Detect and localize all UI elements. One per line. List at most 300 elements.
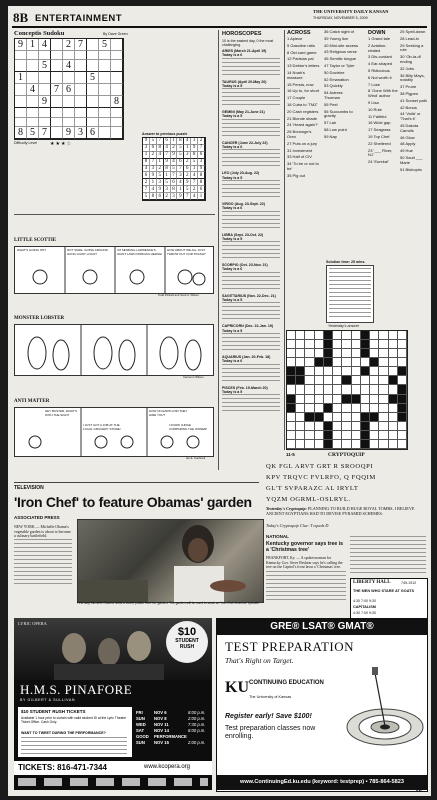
sudoku-cell bbox=[27, 60, 39, 72]
crossword-cell bbox=[324, 395, 333, 404]
liberty-hall-ad[interactable] bbox=[350, 578, 428, 620]
answer-cell: 5 bbox=[157, 172, 164, 179]
crossword-cell bbox=[370, 422, 379, 431]
crossword-cell bbox=[342, 358, 351, 367]
sudoku-cell: 4 bbox=[39, 39, 51, 51]
crossword-cell bbox=[296, 349, 305, 358]
performance-dates bbox=[136, 710, 210, 746]
crossword-cell bbox=[342, 440, 351, 449]
answer-cell: 1 bbox=[157, 159, 164, 166]
film-times: 4:30 7:00 9:30 bbox=[353, 599, 376, 603]
answer-cell: 3 bbox=[164, 186, 171, 193]
crossword-cell bbox=[352, 440, 361, 449]
answer-cell: 9 bbox=[198, 166, 205, 173]
answer-cell: 7 bbox=[171, 172, 178, 179]
sponsor-logos bbox=[18, 778, 208, 786]
crossword-cell bbox=[379, 367, 388, 376]
answer-cell: 2 bbox=[184, 172, 191, 179]
sudoku-cell bbox=[15, 118, 27, 127]
crossword-cell bbox=[305, 376, 314, 385]
crossword-cell bbox=[370, 395, 379, 404]
crossword-cell bbox=[315, 331, 324, 340]
crossword-cell bbox=[379, 395, 388, 404]
television-body bbox=[14, 539, 72, 587]
answer-cell: 4 bbox=[191, 172, 198, 179]
black-square bbox=[315, 358, 324, 367]
answer-cell: 9 bbox=[171, 152, 178, 159]
sudoku-cell bbox=[63, 51, 75, 60]
crossword-cell bbox=[398, 331, 407, 340]
answer-cell: 1 bbox=[177, 186, 184, 193]
sudoku-cell bbox=[75, 60, 87, 72]
comic-credit: Todd Pickrell and Scott A. Wilson bbox=[158, 293, 199, 297]
crossword-cell bbox=[352, 331, 361, 340]
badge-line-2: RUSH bbox=[179, 644, 195, 650]
crossword-cell bbox=[379, 413, 388, 422]
answer-cell: 7 bbox=[143, 186, 150, 193]
clue: 15 Persia, now bbox=[287, 81, 314, 87]
crossword-cell bbox=[389, 349, 398, 358]
sudoku-cell: 6 bbox=[87, 127, 99, 139]
yesterday-answer-label: Yesterday's answer bbox=[328, 324, 360, 328]
clue: 36 Catch sight of bbox=[324, 29, 355, 34]
clue: 26 Bononge's Oreo bbox=[287, 129, 312, 139]
clue: 38 Pigpen bbox=[400, 90, 419, 96]
cryptoquip-puzzle bbox=[266, 461, 426, 505]
cryptoquip-answer bbox=[266, 506, 426, 516]
answer-cell: 6 bbox=[150, 145, 157, 152]
clue: 14 Noah's measure bbox=[287, 69, 305, 80]
black-square bbox=[287, 404, 296, 413]
sudoku-cell bbox=[39, 118, 51, 127]
balloon: I JUST GOT A JOB AT THE LOCAL GROCERY STORE! bbox=[83, 423, 121, 431]
comic-credit: Cameron Wilson bbox=[183, 375, 204, 379]
answer-cell: 5 bbox=[177, 152, 184, 159]
perf-date: NOV 15 bbox=[154, 740, 169, 745]
horoscope-entry bbox=[222, 263, 282, 290]
pinafore-ad[interactable] bbox=[14, 618, 212, 790]
answer-cell: 8 bbox=[198, 179, 205, 186]
crossword-cell bbox=[296, 358, 305, 367]
crossword-cell bbox=[370, 349, 379, 358]
pinafore-title: H.M.S. PINAFORE bbox=[20, 682, 133, 697]
crossword-cell bbox=[305, 340, 314, 349]
balloon: NOT SURE. GOING AROUND. HUNG GIANT LOGO? bbox=[67, 248, 109, 256]
sudoku-cell bbox=[75, 84, 87, 96]
clue: 22 Sheltered bbox=[368, 140, 391, 146]
sudoku-cell bbox=[51, 118, 63, 127]
now-enrolling: Test preparation classes now enrolling. bbox=[225, 725, 316, 741]
clue: 20 Cash registers bbox=[287, 108, 319, 114]
answer-cell: 1 bbox=[143, 152, 150, 159]
crossword-cell bbox=[287, 422, 296, 431]
clue: 46 Glow bbox=[400, 134, 415, 140]
clue: 52 Emanation bbox=[324, 76, 349, 82]
sudoku-cell bbox=[51, 39, 63, 51]
answer-cell: 2 bbox=[191, 186, 198, 193]
crossword-cell bbox=[370, 404, 379, 413]
horoscope-rating: Today is a 5 bbox=[222, 298, 243, 303]
down-clues-cont bbox=[400, 30, 430, 174]
answer-cell: 2 bbox=[171, 145, 178, 152]
clue: 42 Bonus bbox=[400, 104, 417, 110]
black-square bbox=[361, 367, 370, 376]
sudoku-cell: 4 bbox=[27, 84, 39, 96]
crossword-cell bbox=[324, 385, 333, 394]
answer-grid-text bbox=[329, 268, 371, 320]
answer-cell: 3 bbox=[191, 138, 198, 145]
clue: 45 Semitic tongue bbox=[324, 56, 357, 62]
black-square bbox=[324, 331, 333, 340]
crossword-cell bbox=[379, 440, 388, 449]
answer-cell: 4 bbox=[177, 179, 184, 186]
crossword-cell bbox=[315, 367, 324, 376]
crossword-cell bbox=[389, 340, 398, 349]
cryptoquip-title: CRYPTOQUIP bbox=[328, 452, 365, 458]
answer-cell: 6 bbox=[143, 172, 150, 179]
perf-date: NOV 14 bbox=[154, 728, 169, 733]
opera-url[interactable]: www.kcopera.org bbox=[144, 764, 191, 770]
black-square bbox=[361, 331, 370, 340]
sudoku-cell: 1 bbox=[27, 39, 39, 51]
balloon: HOW ON EARTH DID THEY HIRE YOU? bbox=[149, 409, 188, 417]
answer-cell: 5 bbox=[143, 193, 150, 200]
answer-cell: 3 bbox=[198, 159, 205, 166]
national-lead: FRANKFORT, Ky. — A spokeswoman for Kentucky Gov. Steve Beshear says he's calling the tree on the Capitol's front lawn a 'Christmas' tree. bbox=[266, 556, 343, 569]
sudoku-cell bbox=[87, 51, 99, 60]
crossword-cell bbox=[352, 431, 361, 440]
balloon: I KNOW JUDGE COMPARING THE OWNER! bbox=[169, 423, 208, 431]
black-square bbox=[315, 413, 324, 422]
clue: 50 Sault ___ Marie bbox=[400, 154, 423, 165]
sudoku-cell bbox=[51, 108, 63, 117]
test-prep-tagline: That's Right on Target. bbox=[225, 656, 294, 665]
black-square bbox=[361, 340, 370, 349]
national-body bbox=[266, 571, 346, 601]
clue: 55 Peel bbox=[324, 101, 338, 107]
answer-cell: 4 bbox=[184, 138, 191, 145]
answer-cell: 6 bbox=[177, 159, 184, 166]
sudoku-cell: 6 bbox=[63, 84, 75, 96]
crossword-cell bbox=[342, 331, 351, 340]
photo-caption: First lady Michelle Obama holds a sweet potato from her garden. The garden will be used to stock an 'Iron Chef America' episode. bbox=[77, 601, 260, 605]
sudoku-cell bbox=[39, 51, 51, 60]
crossword-cell bbox=[352, 376, 361, 385]
sudoku-cell bbox=[99, 127, 111, 139]
black-square bbox=[361, 422, 370, 431]
crossword-cell bbox=[370, 331, 379, 340]
clue: 59 Nap bbox=[324, 133, 337, 139]
sudoku-cell bbox=[27, 51, 39, 60]
crossword-cell bbox=[333, 395, 342, 404]
clue: 12 Parisian pal bbox=[287, 56, 314, 62]
sudoku-cell bbox=[99, 51, 111, 60]
horoscope-sign: CANCER (June 22-July 22) bbox=[222, 140, 268, 145]
sudoku-cell: 7 bbox=[75, 39, 87, 51]
crossword-cell bbox=[333, 440, 342, 449]
sudoku-byline: By Dave Green bbox=[103, 32, 128, 36]
clue: 7 Lose bbox=[368, 81, 381, 87]
sudoku-cell bbox=[15, 51, 27, 60]
answer-cell: 7 bbox=[177, 166, 184, 173]
horoscope-text bbox=[222, 180, 280, 198]
sudoku-cell bbox=[39, 72, 51, 84]
answer-cell: 4 bbox=[143, 166, 150, 173]
sudoku-cell bbox=[111, 127, 123, 139]
test-prep-ad[interactable] bbox=[216, 618, 428, 792]
sudoku-cell bbox=[111, 108, 123, 117]
crossword-cell bbox=[287, 340, 296, 349]
crossword-cell bbox=[305, 440, 314, 449]
horoscope-text bbox=[222, 149, 280, 167]
answer-cell: 2 bbox=[150, 152, 157, 159]
clue: 58 Low point bbox=[324, 126, 347, 132]
sudoku-cell bbox=[75, 108, 87, 117]
liberty-hall-name: LIBERTY HALL bbox=[353, 580, 391, 585]
crossword-cell bbox=[342, 349, 351, 358]
answer-cell: 3 bbox=[171, 193, 178, 200]
crossword-cell bbox=[389, 431, 398, 440]
answer-cell: 5 bbox=[177, 145, 184, 152]
answer-cell: 7 bbox=[198, 145, 205, 152]
divider bbox=[14, 482, 259, 483]
crossword-cell bbox=[296, 385, 305, 394]
liberty-hall-phone: 749-1912 bbox=[401, 581, 417, 585]
sudoku-cell bbox=[15, 84, 27, 96]
crossword-cell bbox=[305, 367, 314, 376]
clue: 48 Apply bbox=[400, 141, 416, 147]
clue: 21 Blonde shade bbox=[287, 115, 318, 121]
crossword-cell bbox=[370, 385, 379, 394]
crossword-cell bbox=[287, 331, 296, 340]
clue: 51 Bishopric bbox=[400, 166, 423, 172]
horoscope-sign: CAPRICORN (Dec. 22-Jan. 19) bbox=[222, 324, 274, 329]
clue: 3 Dis-cordant bbox=[368, 54, 392, 60]
cryptoquip-line: KPV TRQVC FVLRFO, Q FQQIM bbox=[266, 474, 376, 481]
crossword-cell bbox=[352, 404, 361, 413]
black-square bbox=[389, 376, 398, 385]
film-title-2: CAPITALISM bbox=[353, 605, 376, 609]
sudoku-cell: 5 bbox=[99, 39, 111, 51]
black-square bbox=[398, 404, 407, 413]
clue: 54 Actress Thurman bbox=[324, 90, 343, 100]
crossword-cell bbox=[296, 340, 305, 349]
crossword-cell bbox=[324, 367, 333, 376]
answer-cell: 4 bbox=[164, 145, 171, 152]
clue: 10 Rule bbox=[368, 106, 382, 112]
black-square bbox=[398, 395, 407, 404]
answer-cell: 6 bbox=[198, 186, 205, 193]
cryptoquip-answer-text: PLANNING TO BUILD HUGE ROYAL TOMBS, I BELIEVE ANCIENT EGYPTIANS HAD TO DEVISE PYRAMID SCHEMES. bbox=[266, 506, 415, 516]
clue: 44 'Voilà' or 'That's it' bbox=[400, 111, 421, 122]
perf-time: 8:00 p.m. bbox=[188, 728, 206, 733]
answer-cell: 7 bbox=[164, 152, 171, 159]
column-rule bbox=[284, 30, 285, 450]
rush-title: $10 STUDENT RUSH TICKETS bbox=[21, 709, 86, 714]
sudoku-cell bbox=[99, 108, 111, 117]
sudoku-grid bbox=[14, 38, 124, 140]
clue: 28 Lead-in bbox=[400, 35, 419, 41]
crossword-cell bbox=[287, 358, 296, 367]
answer-cell: 9 bbox=[143, 138, 150, 145]
answer-cell: 7 bbox=[184, 193, 191, 200]
horoscope-rating: Today is a 6 bbox=[222, 145, 243, 150]
clue: 1 Apiece bbox=[287, 36, 303, 41]
balloon: HEY BUSTER, WHAT'S WITH THE SIGN? bbox=[45, 409, 77, 417]
sudoku-cell bbox=[111, 72, 123, 84]
clue: 24 'Eureka!' bbox=[368, 159, 389, 165]
crossword-cell bbox=[315, 376, 324, 385]
crossword-cell bbox=[389, 331, 398, 340]
student-rush-badge bbox=[166, 621, 208, 663]
sudoku-answer-grid bbox=[142, 137, 206, 201]
answer-cell: 7 bbox=[191, 179, 198, 186]
perf-date: NOV 11 bbox=[154, 722, 169, 727]
difficulty-stars: ★★★☆ bbox=[50, 141, 72, 147]
sudoku-cell bbox=[99, 72, 111, 84]
sudoku-cell: 9 bbox=[63, 127, 75, 139]
clue: 9 Lisa bbox=[368, 99, 379, 105]
horoscope-sign: AQUARIUS (Jan. 20-Feb. 18) bbox=[222, 354, 271, 359]
answer-cell: 7 bbox=[150, 159, 157, 166]
answer-cell: 4 bbox=[171, 159, 178, 166]
answer-cell: 4 bbox=[191, 193, 198, 200]
black-square bbox=[361, 413, 370, 422]
sudoku-cell bbox=[51, 60, 63, 72]
crossword-cell bbox=[379, 376, 388, 385]
clue: 49 Hue bbox=[400, 148, 413, 154]
sudoku-cell bbox=[87, 39, 99, 51]
sudoku-cell bbox=[27, 118, 39, 127]
sudoku-cell: 8 bbox=[15, 127, 27, 139]
sudoku-cell bbox=[111, 84, 123, 96]
crossword-cell bbox=[305, 358, 314, 367]
crossword-cell bbox=[287, 431, 296, 440]
horoscope-text bbox=[222, 58, 280, 76]
cryptoquip-answer-lead: Yesterday's Cryptoquip: bbox=[266, 506, 307, 511]
crossword-cell bbox=[333, 376, 342, 385]
crossword-cell bbox=[361, 358, 370, 367]
comic-title-monster-lobster: MONSTER LOBSTER bbox=[14, 316, 65, 321]
answer-cell: 6 bbox=[198, 152, 205, 159]
crossword-cell bbox=[333, 413, 342, 422]
answer-cell: 3 bbox=[177, 172, 184, 179]
crossword-cell bbox=[361, 404, 370, 413]
crossword-cell bbox=[398, 431, 407, 440]
crossword-cell bbox=[370, 376, 379, 385]
horoscope-entry bbox=[222, 141, 282, 168]
crossword-cell bbox=[398, 358, 407, 367]
puzzle-date: 11-5 bbox=[286, 452, 295, 457]
perf-date: NOV 8 bbox=[154, 716, 167, 721]
sudoku-cell bbox=[75, 51, 87, 60]
clue: 8 'Gone With the Wind' author bbox=[368, 88, 398, 99]
clue: 4 Ear-shaped bbox=[368, 61, 393, 67]
answer-cell: 3 bbox=[157, 179, 164, 186]
answer-cell: 5 bbox=[164, 179, 171, 186]
sudoku-cell bbox=[63, 72, 75, 84]
sudoku-cell bbox=[51, 51, 63, 60]
answer-cell: 8 bbox=[171, 186, 178, 193]
crossword-cell bbox=[296, 331, 305, 340]
perf-time: 2:00 p.m. bbox=[188, 716, 206, 721]
cryptoquip-clue: Today's Cryptoquip Clue: T equals D bbox=[266, 523, 329, 528]
answer-cell: 4 bbox=[157, 152, 164, 159]
crossword-cell bbox=[296, 404, 305, 413]
answer-cell: 1 bbox=[184, 145, 191, 152]
pinafore-subtitle: BY GILBERT & SULLIVAN bbox=[20, 698, 76, 702]
crossword-cell bbox=[352, 349, 361, 358]
television-kicker: TELEVISION bbox=[14, 485, 44, 491]
clue: 5 Gasoline ratio bbox=[287, 42, 316, 48]
sudoku-cell: 5 bbox=[27, 127, 39, 139]
horoscope-text bbox=[222, 333, 280, 351]
crossword-cell bbox=[389, 358, 398, 367]
crossword-cell bbox=[333, 367, 342, 376]
television-headline: 'Iron Chef' to feature Obamas' garden bbox=[14, 494, 252, 510]
crossword-cell bbox=[324, 413, 333, 422]
sudoku-cell bbox=[87, 118, 99, 127]
answer-cell: 5 bbox=[184, 186, 191, 193]
tweet-title: WANT TO TWEET DURING THE PERFORMANCE? bbox=[21, 731, 106, 735]
ticket-phone[interactable]: TICKETS: 816-471-7344 bbox=[18, 763, 107, 772]
black-square bbox=[296, 376, 305, 385]
clue: 25 Spell-down bbox=[400, 29, 426, 34]
national-body-cont bbox=[350, 536, 426, 574]
sudoku-cell bbox=[99, 118, 111, 127]
sudoku-cell bbox=[27, 108, 39, 117]
national-kicker: NATIONAL bbox=[266, 534, 289, 539]
divider bbox=[14, 214, 215, 215]
black-square bbox=[305, 413, 314, 422]
crossword-cell bbox=[342, 413, 351, 422]
test-prep-footer[interactable]: www.ContinuingEd.ku.edu (keyword: testprep) • 785-864-5823 bbox=[217, 775, 427, 790]
answer-cell: 2 bbox=[198, 138, 205, 145]
answer-cell: 6 bbox=[171, 179, 178, 186]
sudoku-cell: 9 bbox=[15, 39, 27, 51]
down-title: DOWN bbox=[368, 30, 386, 36]
answer-cell: 8 bbox=[164, 166, 171, 173]
horoscope-rating: Today is a 6 bbox=[222, 53, 243, 58]
film-times-2: 4:30 7:00 9:30 bbox=[353, 611, 376, 615]
horoscope-entry bbox=[222, 202, 282, 229]
horoscope-rating: Today is a 6 bbox=[222, 206, 243, 211]
masthead: THE UNIVERSITY DAILY KANSAN bbox=[313, 9, 389, 14]
sudoku-cell bbox=[51, 72, 63, 84]
clue: 50 Doctrine bbox=[324, 69, 345, 75]
crossword-cell bbox=[333, 404, 342, 413]
black-square bbox=[352, 395, 361, 404]
crossword-cell bbox=[287, 349, 296, 358]
black-square bbox=[361, 431, 370, 440]
crossword-cell bbox=[333, 385, 342, 394]
answer-cell: 2 bbox=[157, 166, 164, 173]
yesterday-crossword-answer bbox=[326, 265, 374, 323]
sudoku-cell: 4 bbox=[63, 60, 75, 72]
black-square bbox=[361, 349, 370, 358]
sudoku-cell: 1 bbox=[15, 72, 27, 84]
sudoku-title: Conceptis Sudoku bbox=[14, 30, 65, 37]
perf-date: PERFORMANCE bbox=[154, 734, 187, 739]
ku-ce-name: CONTINUING EDUCATION bbox=[249, 680, 324, 686]
clue: 57 Lair bbox=[324, 120, 337, 126]
horoscope-text bbox=[222, 394, 280, 412]
clue: 39 Young lion bbox=[324, 35, 349, 41]
crossword-cell bbox=[342, 422, 351, 431]
sudoku-cell bbox=[111, 60, 123, 72]
crossword-cell bbox=[379, 404, 388, 413]
crossword-cell bbox=[379, 385, 388, 394]
